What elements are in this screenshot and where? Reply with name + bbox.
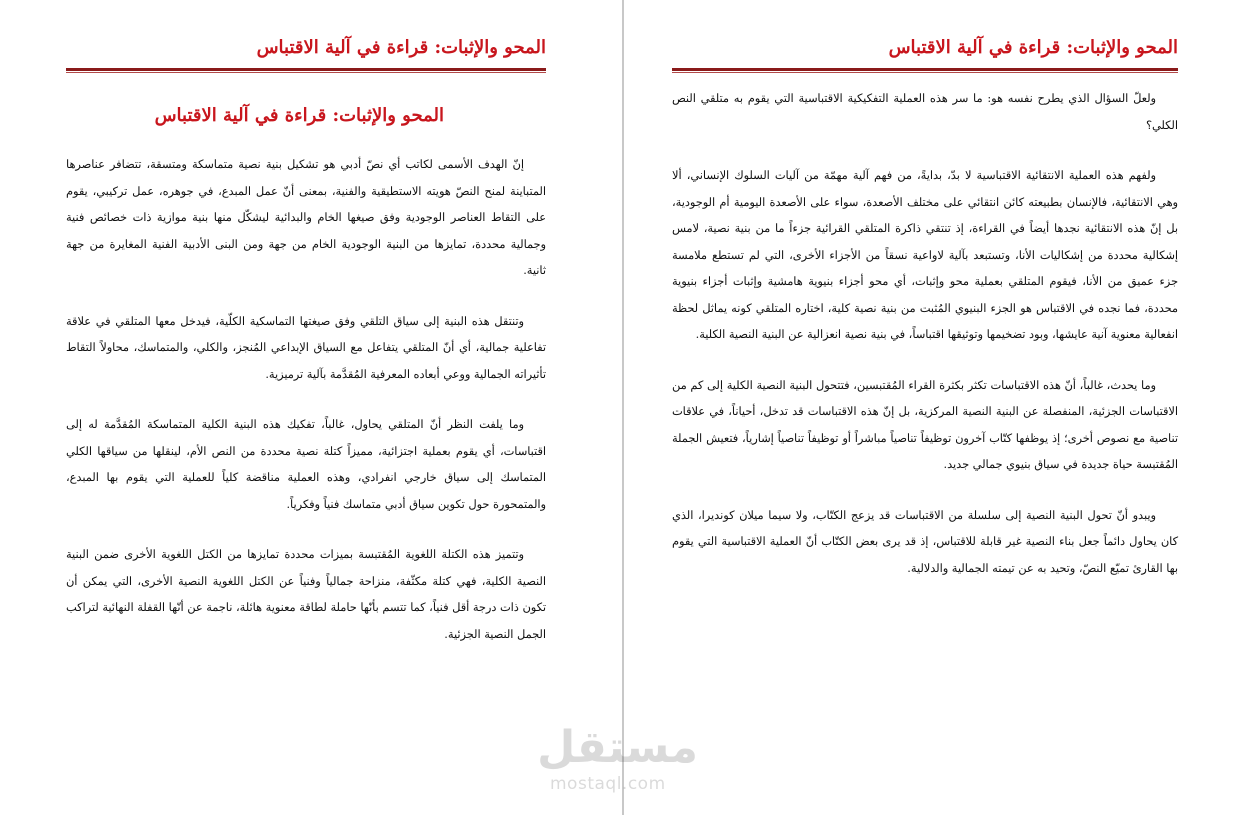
- paragraph: وتتميز هذه الكتلة اللغوية المُقتبسة بميزات محددة تمايزها من الكتل اللغوية الأخرى ضمن البنية النصية الكلية، فهي كتلة مكثّفة، منزاحة جمالياً وفنياً عن الكتل اللغوية النصية الأخرى، التي يمكن أن تكون ذات درجة أقل فنياً، كما تتسم بأنّها حاملة لطاقة معنوية هائلة، ناجمة عن أنّها القفلة النهائية لتراكب الجمل النصية الجزئية.: [66, 548, 546, 641]
- paragraph: ويبدو أنّ تحول البنية النصية إلى سلسلة من الاقتباسات قد يزعج الكتّاب، ولا سيما ميلان كونديرا، الذي كان يحاول دائماً جعل بناء النصية غير قابلة للاقتباس، إذ قد يرى بعض الكتّاب أنّ العملية الاقتباسية التي يقوم بها القارئ تميّع النصّ، وتحيد به عن تيمته الجمالية والدلالية.: [672, 508, 1178, 575]
- running-head: المحو والإثبات: قراءة في آلية الاقتباس: [256, 37, 546, 58]
- header-rule-thin: [672, 72, 1178, 73]
- page-body: [66, 152, 546, 672]
- running-head: المحو والإثبات: قراءة في آلية الاقتباس: [888, 37, 1178, 58]
- left-page: [66, 0, 546, 815]
- header-rule: [672, 68, 1178, 71]
- page-gutter-divider: [622, 0, 624, 815]
- paragraph: وتنتقل هذه البنية إلى سياق التلقي وفق صيغتها التماسكية الكلّية، فيدخل معها المتلقي في علاقة تفاعلية جمالية، أي أنّ المتلقي يتفاعل مع السياق الإبداعي المُنجز، والكلي، والمتماسك، محاولاً التقاط تأثيراته الجمالية ووعي أبعاده المعرفية المُقدَّمة بآلية ترميزية.: [66, 314, 546, 381]
- watermark-arabic: مستقل: [537, 722, 698, 773]
- page-body: [672, 86, 1178, 606]
- paragraph: ولفهم هذه العملية الانتقائية الاقتباسية لا بدّ، بدايةً، من فهم آلية مهمّة من آليات السلوك الإنساني، ألا وهي الانتقائية، فالإنسان بطبيعته كائن انتقائي على مختلف الأصعدة، سواء على الأصعدة اليومية أم الوجودية، بل إنّ هذه الانتقائية نجدها أيضاً في القراءة، إذ تنتقي ذاكرة المتلقي القرائية جزءاً ما من بنية نصية، لامس إشكالية محددة من إشكاليات الأنا، وتستبعد بآلية لاواعية نسقاً من الأجزاء الأخرى، التي لم تستطع ملامسة جزء عميق من الأنا، فيقوم المتلقي بعملية محو وإثبات، أي محو أجزاء بنيوية هامشية وإثبات أجزاء بنيوية محددة، فما نجده في الاقتباس هو الجزء البنيوي المُثبت من بنية نصية كلية، اختاره المتلقي كونه يماثل لحظة انفعالية معنوية آنية عايشها، وبود تضخيمها وتوثيقها اقتباساً، في بنية نصية انعزالية عن البنية النصية الكلية.: [672, 169, 1178, 341]
- paragraph: ولعلّ السؤال الذي يطرح نفسه هو: ما سر هذه العملية التفكيكية الاقتباسية التي يقوم به متلقي النص الكلي؟: [672, 92, 1178, 132]
- watermark-latin: mostaql.com: [550, 774, 666, 794]
- header-rule-thin: [66, 72, 546, 73]
- header-rule: [66, 68, 546, 71]
- section-title: المحو والإثبات: قراءة في آلية الاقتباس: [154, 105, 444, 126]
- paragraph: وما يلفت النظر أنّ المتلقي يحاول، غالباً، تفكيك هذه البنية الكلية المتماسكة المُقدَّمة له إلى اقتباسات، أي يقوم بعملية اجتزائية، مميزاً كتلة نصية محددة من النص الأم، لينقلها من سياقها الكلي المتماسك إلى سياق خارجي انفرادي، وهذه العملية مناقضة كلياً للعملية التي يقوم بها المبدع، والمتمحورة حول تكوين سياق أدبي متماسك فنياً وفكرياً.: [66, 418, 546, 511]
- right-page: [672, 0, 1178, 815]
- paragraph: وما يحدث، غالباً، أنّ هذه الاقتباسات تكثر بكثرة القراء المُقتبسين، فتتحول البنية النصية الكلية إلى كم من الاقتباسات الجزئية، المنفصلة عن البنية النصية المركزية، بل إنّ هذه الاقتباسات قد تدخل، أحياناً، في علاقات تناصية مع نصوص أخرى؛ إذ يوظفها كتّاب آخرون توظيفاً تناصياً مباشراً أو توظيفاً تناصياً إشارياً، فتعيش الجملة المُقتبسة حياة جديدة في سياق بنيوي جمالي جديد.: [672, 378, 1178, 471]
- paragraph: إنّ الهدف الأسمى لكاتب أي نصّ أدبي هو تشكيل بنية نصية متماسكة ومتسقة، تتضافر عناصرها المتباينة لمنح النصّ هويته الاستطيقية والفنية، بمعنى أنّ عمل المبدع، في جوهره، عمل تركيبي، يقوم على التقاط العناصر الوجودية وفق صيغها الخام والبدائية ليشكّل منها بنية موازية ذات خصائص فنية وجمالية محددة، تمايزها من البنية الوجودية الخام من جهة ومن البنى الأدبية الفنية المغايرة من جهة ثانية.: [66, 158, 546, 277]
